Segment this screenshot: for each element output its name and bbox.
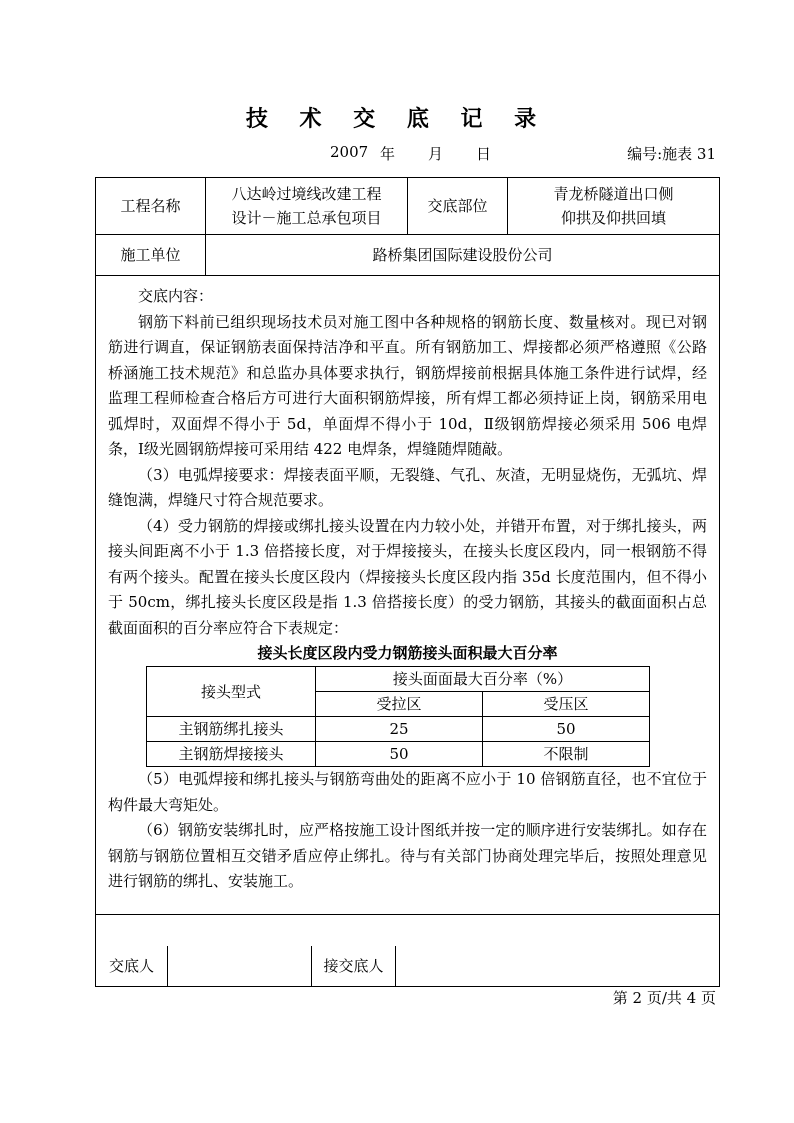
header-row-unit	[96, 235, 719, 276]
table-cell-type: 主钢筋焊接接头	[147, 742, 316, 767]
receiver-label: 接交底人	[312, 946, 396, 986]
joint-percentage-table	[146, 666, 650, 767]
part-label: 交底部位	[408, 178, 508, 234]
table-header-compression: 受压区	[482, 692, 649, 717]
part-value-line1: 青龙桥隧道出口侧	[553, 185, 674, 203]
giver-signature-field	[168, 946, 312, 986]
date-year-unit: 年	[380, 145, 396, 163]
project-value-line1: 八达岭过境线改建工程	[231, 185, 382, 203]
table-title: 接头长度区段内受力钢筋接头面积最大百分率	[257, 644, 558, 662]
table-row	[147, 717, 650, 742]
signoff-row	[96, 946, 719, 986]
project-value-line2: 设计－施工总承包项目	[231, 209, 382, 227]
content-area	[96, 276, 719, 915]
project-label: 工程名称	[96, 178, 206, 234]
table-row	[147, 742, 650, 767]
date-day-unit: 日	[476, 145, 492, 163]
part-value-line2: 仰拱及仰拱回填	[560, 209, 666, 227]
unit-label: 施工单位	[96, 235, 206, 275]
content-heading: 交底内容：	[138, 287, 214, 305]
receiver-signature-field	[396, 946, 719, 986]
table-cell-tension: 50	[316, 742, 483, 767]
project-value	[206, 178, 408, 234]
content-paragraph-4: （5）电弧焊接和绑扎接头与钢筋弯曲处的距离不应小于 10 倍钢筋直径，也不宜位于构件最大弯矩处。	[108, 770, 707, 814]
page-number: 第 2 页/共 4 页	[612, 989, 716, 1007]
table-cell-compression: 50	[482, 717, 649, 742]
record-form	[95, 177, 720, 987]
serial-number: 编号:施表 31	[627, 145, 716, 163]
date-year: 2007	[330, 143, 369, 161]
table-cell-type: 主钢筋绑扎接头	[147, 717, 316, 742]
content-paragraph-3: （4）受力钢筋的焊接或绑扎接头设置在内力较小处，并错开布置，对于绑扎接头，两接头间距离不小于 1.3 倍搭接长度，对于焊接接头，在接头长度区段内，同一根钢筋不得有两个接头。配置在接头长度区段内（焊接接头长度区段内指 35d 长度范围内，但不得小于 50cm，绑扎接头长度区段是指 1.3 倍搭接长度）的受力钢筋，其接头的截面面积占总截面面积的百分率应符合下表规定：	[108, 516, 707, 637]
giver-label: 交底人	[96, 946, 168, 986]
table-header-pct: 接头面面最大百分率（%）	[316, 667, 650, 692]
table-cell-compression: 不限制	[482, 742, 649, 767]
table-header-type: 接头型式	[147, 667, 316, 717]
table-cell-tension: 25	[316, 717, 483, 742]
content-paragraph-2: （3）电弧焊接要求：焊接表面平顺，无裂缝、气孔、灰渣，无明显烧伤，无弧坑、焊缝饱满，焊缝尺寸符合规范要求。	[108, 465, 707, 509]
document-title: 技 术 交 底 记 录	[245, 106, 549, 132]
content-paragraph-5: （6）钢筋安装绑扎时，应严格按施工设计图纸并按一定的顺序进行安装绑扎。如存在钢筋与钢筋位置相互交错矛盾应停止绑扎。待与有关部门协商处理完毕后，按照处理意见进行钢筋的绑扎、安装施工。	[108, 821, 707, 890]
content-paragraph-1: 钢筋下料前已组织现场技术员对施工图中各种规格的钢筋长度、数量核对。现已对钢筋进行调直，保证钢筋表面保持洁净和平直。所有钢筋加工、焊接都必须严格遵照《公路桥涵施工技术规范》和总监办具体要求执行，钢筋焊接前根据具体施工条件进行试焊，经监理工程师检查合格后方可进行大面积钢筋焊接，所有焊工都必须持证上岗，钢筋采用电弧焊时，双面焊不得小于 5d，单面焊不得小于 10d，Ⅱ级钢筋焊接必须采用 506 电焊条，Ⅰ级光圆钢筋焊接可采用结 422 电焊条，焊缝随焊随敲。	[108, 312, 707, 458]
unit-value: 路桥集团国际建设股份公司	[372, 246, 553, 264]
table-header-tension: 受拉区	[316, 692, 483, 717]
part-value	[508, 178, 719, 234]
date-month-unit: 月	[428, 145, 444, 163]
header-row-project	[96, 178, 719, 235]
